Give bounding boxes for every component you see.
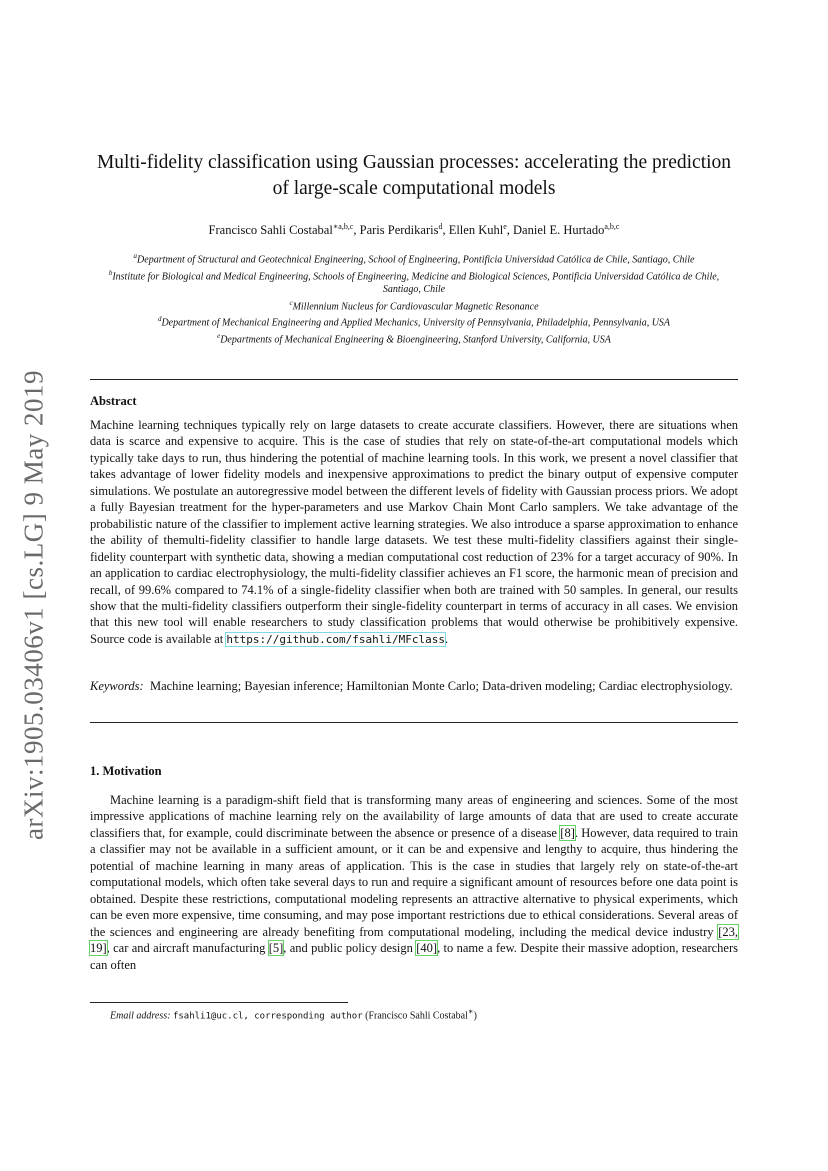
affiliation-text: Millennium Nucleus for Cardiovascular Magnetic Resonance — [292, 300, 539, 312]
title-line-1: Multi-fidelity classification using Gaussian processes: accelerating the prediction — [96, 152, 732, 173]
arxiv-sidebar-stamp — [12, 360, 56, 850]
affiliation-marker: a — [133, 252, 138, 260]
paragraph-text: , and public policy design — [283, 941, 417, 956]
footnote-close: ) — [473, 1010, 477, 1022]
author-name: Paris Perdikaris — [359, 223, 439, 238]
author-name: Daniel E. Hurtado — [513, 223, 605, 238]
footnote — [110, 1006, 477, 1021]
affiliation — [90, 313, 738, 330]
citation-link[interactable]: [8] — [560, 825, 575, 840]
author-affiliation-marker: a,b,c — [604, 222, 620, 231]
footnote-star: ∗ — [467, 1007, 474, 1016]
title-line-2: of large-scale computational models — [272, 178, 556, 199]
affiliation-text: Department of Structural and Geotechnical Engineering, School of Engineering, Pontificia Universidad Católica de Chile, Santiago, Chile — [137, 254, 695, 266]
keywords — [90, 678, 738, 694]
affiliation — [90, 250, 738, 267]
citation-link[interactable]: [5] — [268, 941, 284, 956]
author-separator: , — [353, 223, 360, 238]
author-name: Francisco Sahli Costabal — [208, 223, 333, 238]
footnote-email: fsahli1@uc.cl, corresponding author — [172, 1011, 363, 1022]
author-list — [90, 222, 738, 238]
paragraph-text: , car and aircraft manufacturing — [106, 941, 269, 956]
affiliation-marker: c — [289, 298, 293, 307]
abstract-heading: Abstract — [90, 394, 137, 408]
footnote-rule — [90, 1002, 348, 1003]
paragraph-text: , to name a few. Despite their massive adoption, researchers can often — [90, 941, 738, 972]
paragraph-text: Machine learning is a paradigm-shift field that is transforming many areas of engineering and sciences. Some of the most impressive applications of machine learning rely on the availability of large amounts of data that are used to create accurate classifiers that, for example, could discriminate between the absence or presence of a disease — [90, 793, 738, 840]
author-separator: , — [442, 223, 449, 238]
affiliation-marker: d — [157, 315, 162, 324]
author-name: Ellen Kuhl — [448, 223, 504, 238]
author-separator: , — [506, 223, 514, 238]
footnote-name: (Francisco Sahli Costabal — [365, 1010, 468, 1022]
affiliation-text: Department of Mechanical Engineering and Applied Mechanics, University of Pennsylvania, Philadelphia, Pennsylvania, USA — [161, 317, 671, 329]
citation-link[interactable]: [40] — [416, 941, 438, 956]
paper-title — [90, 150, 738, 202]
abstract-end: . — [444, 631, 449, 646]
source-code-link[interactable]: https://github.com/fsahli/MFclass — [226, 632, 445, 646]
abstract-body — [90, 417, 738, 648]
affiliation-marker: e — [217, 331, 221, 340]
abstract-bottom-rule — [90, 722, 738, 723]
citation-link[interactable]: [23, 19] — [90, 924, 738, 956]
affiliation — [90, 330, 738, 347]
author-affiliation-marker: d — [438, 222, 443, 231]
footnote-label: Email address: — [110, 1010, 171, 1022]
affiliations — [90, 250, 738, 346]
affiliation-text: Departments of Mechanical Engineering & Bioengineering, Stanford University, California, USA — [220, 334, 611, 346]
abstract-top-rule — [90, 379, 738, 380]
abstract-text: Machine learning techniques typically rely on large datasets to create accurate classifiers. However, there are situations when data is scarce and expensive to acquire. This is the case of studies that rely on state-of-the-art computational models which typically take days to run, thus hindering the potential of machine learning tools. In this work, we present a novel classifier that takes advantage of lower fidelity models and inexpensive approximations to predict the binary output of expensive computer simulations. We postulate an autoregressive model between the different levels of fidelity with Gaussian process priors. We adopt a fully Bayesian treatment for the hyper-parameters and use Markov Chain Mont Carlo samplers. We take advantage of the probabilistic nature of the classifier to implement active learning strategies. We also introduce a sparse approximation to enhance the ability of themulti-fidelity classifier to handle large datasets. We test these multi-fidelity classifiers against their single-fidelity counterpart with synthetic data, showing a median computational cost reduction of 23% for a target accuracy of 90%. In an application to cardiac electrophysiology, the multi-fidelity classifier achieves an F1 score, the harmonic mean of precision and recall, of 99.6% compared to 74.1% of a single-fidelity classifier when both are trained with 50 samples. In general, our results show that the multi-fidelity classifiers outperform their single-fidelity counterpart in terms of accuracy in all cases. We envision that this new tool will enable researchers to study classification problems that would otherwise be prohibitively expensive. Source code is available at — [90, 418, 738, 646]
section-heading: 1. Motivation — [90, 764, 162, 778]
affiliation — [90, 267, 738, 297]
section-paragraph — [90, 792, 738, 973]
author-affiliation-marker: ∗a,b,c — [332, 222, 354, 231]
arxiv-identifier: arXiv:1905.03406v1 [cs.LG] 9 May 2019 — [18, 370, 49, 840]
affiliation-text: Institute for Biological and Medical Engineering, Schools of Engineering, Medicine and Biological Sciences, Pontificia Universidad Católica de Chile, Santiago, Chile — [112, 270, 720, 296]
affiliation-marker: b — [108, 268, 113, 277]
paragraph-text: . However, data required to train a classifier may not be available in a sufficient amount, or it can be and expensive and lengthy to acquire, thus hindering the potential of machine learning in many areas of application. This is the case in studies that largely rely on state-of-the-art computational models, which often take several days to run and require a significant amount of resources before one data point is obtained. Despite these restrictions, computational modeling represents an attractive alternative to physical experiments, which can be even more expensive, time consuming, and may pose important restrictions due to ethical considerations. Several areas of the sciences and engineering are already benefiting from computational modeling, including the medical device industry — [90, 825, 739, 939]
author-affiliation-marker: e — [503, 222, 507, 231]
affiliation — [90, 297, 738, 314]
keywords-text: Machine learning; Bayesian inference; Hamiltonian Monte Carlo; Data-driven modeling; Cardiac electrophysiology. — [149, 679, 733, 693]
keywords-label: Keywords: — [90, 679, 144, 693]
